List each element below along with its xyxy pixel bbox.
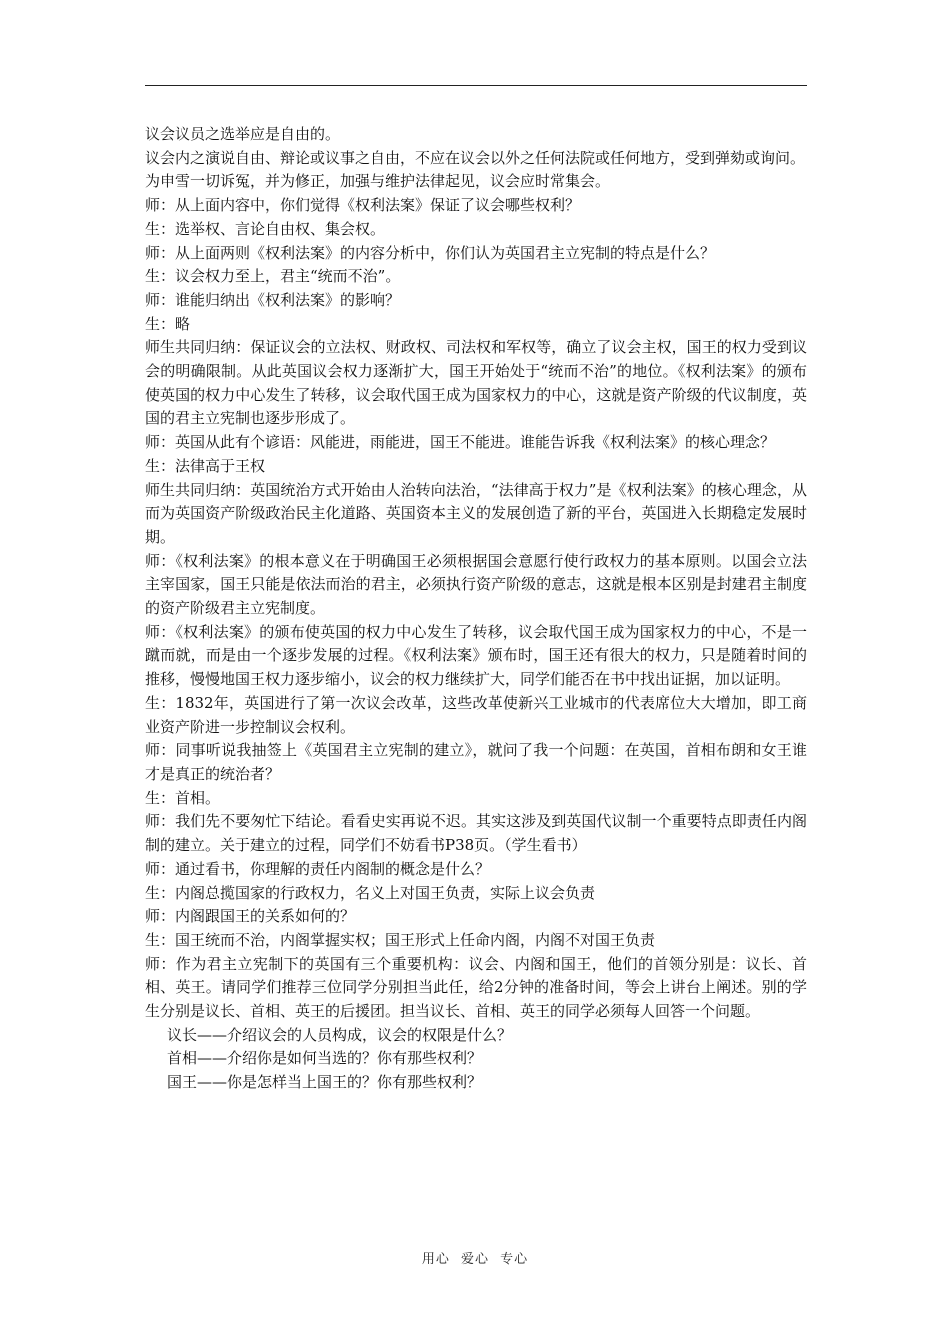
paragraph: 生：选举权、言论自由权、集会权。 bbox=[145, 219, 386, 238]
paragraph: 生：议会权力至上，君主“统而不治”。 bbox=[145, 267, 401, 286]
paragraph: 师：英国从此有个谚语：风能进，雨能进，国王不能进。谁能告诉我《权利法案》的核心理念？ bbox=[145, 433, 776, 452]
paragraph: 生：略 bbox=[145, 314, 191, 333]
role-question: 议长——介绍议会的人员构成，议会的权限是什么？ bbox=[167, 1025, 513, 1044]
paragraph: 议会内之演说自由、辩论或议事之自由，不应在议会以外之任何法院或任何地方，受到弹劾或询问。 bbox=[145, 148, 806, 167]
body-text bbox=[145, 123, 807, 1095]
paragraph: 生：法律高于王权 bbox=[145, 456, 266, 475]
paragraph: 师：《权利法案》的颁布使英国的权力中心发生了转移，议会取代国王成为国家权力的中心，不是一蹴而就，而是由一个逐步发展的过程。《权利法案》颁布时，国王还有很大的权力，只是随着时间的推移，慢慢地国王权力逐步缩小，议会的权力继续扩大，同学们能否在书中找出证据，加以证明。 bbox=[145, 622, 807, 689]
paragraph: 生：首相。 bbox=[145, 788, 221, 807]
paragraph: 师：从上面两则《权利法案》的内容分析中，你们认为英国君主立宪制的特点是什么？ bbox=[145, 243, 716, 262]
paragraph: 师：同事听说我抽签上《英国君主立宪制的建立》，就问了我一个问题：在英国，首相布朗和女王谁才是真正的统治者？ bbox=[145, 741, 807, 783]
paragraph: 师：《权利法案》的根本意义在于明确国王必须根据国会意愿行使行政权力的基本原则。以国会立法主宰国家，国王只能是依法而治的君主，必须执行资产阶级的意志，这就是根本区别是封建君主制度的资产阶级君主立宪制度。 bbox=[145, 551, 807, 618]
paragraph: 师：从上面内容中，你们觉得《权利法案》保证了议会哪些权利？ bbox=[145, 196, 581, 215]
paragraph: 生：1832年，英国进行了第一次议会改革，这些改革使新兴工业城市的代表席位大大增加，即工商业资产阶进一步控制议会权利。 bbox=[145, 693, 807, 736]
paragraph: 师：我们先不要匆忙下结论。看看史实再说不迟。其实这涉及到英国代议制一个重要特点即责任内阁制的建立。关于建立的过程，同学们不妨看书P38页。（学生看书） bbox=[145, 812, 807, 855]
role-question: 首相——介绍你是如何当选的？你有那些权利？ bbox=[167, 1049, 483, 1068]
paragraph: 师：内阁跟国王的关系如何的？ bbox=[145, 907, 356, 926]
page-footer: 用心 爱心 专心 bbox=[421, 1252, 529, 1267]
paragraph: 师：作为君主立宪制下的英国有三个重要机构：议会、内阁和国王，他们的首领分别是：议长、首相、英王。请同学们推荐三位同学分别担当此任，给2分钟的准备时间，等会上讲台上阐述。别的学生分别是议长、首相、英王的后援团。担当议长、首相、英王的同学必须每人回答一个问题。 bbox=[145, 954, 807, 1021]
header-rule bbox=[145, 85, 807, 86]
paragraph: 师生共同归纳：英国统治方式开始由人治转向法治，“法律高于权力”是《权利法案》的核心理念，从而为英国资产阶级政治民主化道路、英国资本主义的发展创造了新的平台，英国进入长期稳定发展时期。 bbox=[145, 480, 807, 546]
paragraph: 师：通过看书，你理解的责任内阁制的概念是什么？ bbox=[145, 859, 491, 878]
paragraph: 师：谁能归纳出《权利法案》的影响？ bbox=[145, 290, 401, 309]
paragraph: 生：国王统而不治，内阁掌握实权；国王形式上任命内阁，内阁不对国王负责 bbox=[145, 930, 656, 949]
paragraph: 议会议员之选举应是自由的。 bbox=[145, 125, 341, 143]
paragraph: 师生共同归纳：保证议会的立法权、财政权、司法权和军权等，确立了议会主权，国王的权力受到议会的明确限制。从此英国议会权力逐渐扩大，国王开始处于“统而不治”的地位。《权利法案》的颁布使英国的权力中心发生了转移，议会取代国王成为国家权力的中心，这就是资产阶级的代议制度，英国的君主立宪制也逐步形成了。 bbox=[145, 338, 807, 428]
paragraph: 为申雪一切诉冤，并为修正，加强与维护法律起见，议会应时常集会。 bbox=[145, 172, 611, 191]
paragraph: 生：内阁总揽国家的行政权力，名义上对国王负责，实际上议会负责 bbox=[145, 883, 596, 902]
role-question: 国王——你是怎样当上国王的？你有那些权利？ bbox=[167, 1073, 483, 1092]
